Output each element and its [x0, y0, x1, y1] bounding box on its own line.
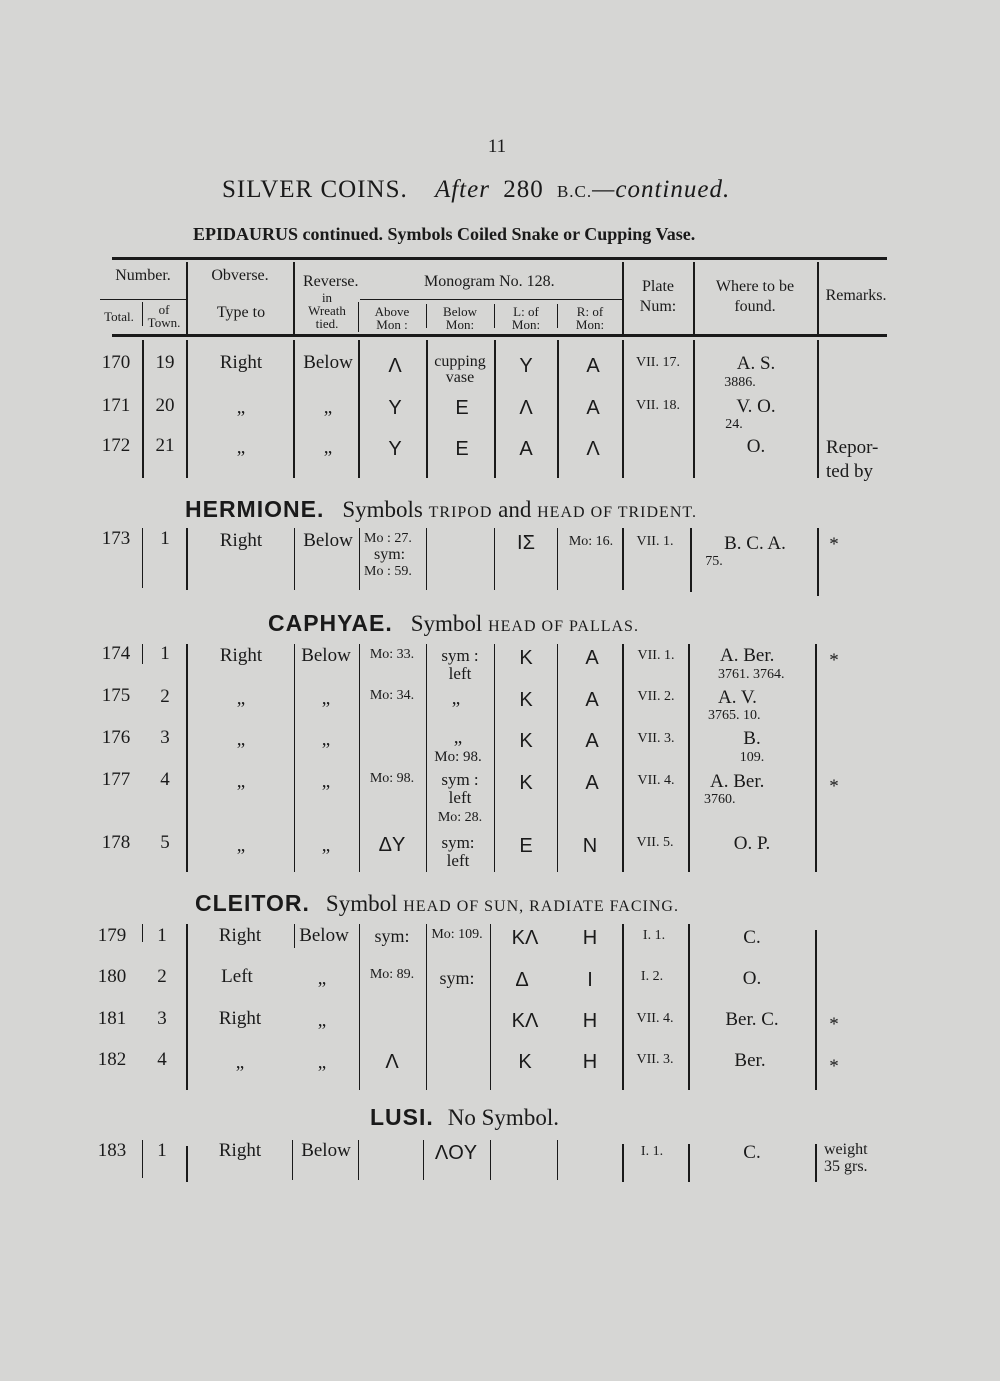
cell-text: VII. 1.	[637, 648, 675, 663]
cell-text: N	[582, 835, 598, 857]
cell-text: B.	[743, 728, 761, 749]
cell-text: VII. 3.	[637, 731, 675, 746]
cell-text: VII. 4.	[637, 773, 675, 788]
cell-text: O.	[742, 968, 762, 989]
header-obverse: Obverse.	[211, 267, 269, 284]
header-bottom-rule	[112, 334, 887, 337]
cell-text: 179	[97, 925, 127, 946]
cell-text: H	[582, 927, 598, 949]
header-divider	[817, 262, 819, 334]
column-divider	[186, 1146, 188, 1182]
cell-text: *	[829, 650, 839, 671]
cell-text: „	[321, 771, 331, 792]
column-divider	[557, 340, 559, 478]
cell-text: 21	[155, 435, 175, 456]
column-divider	[693, 340, 695, 478]
cell-text: A	[585, 730, 599, 752]
cell-text: found.	[734, 298, 776, 315]
cell-text: No Symbol.	[447, 1105, 559, 1130]
section-heading-cleitor	[195, 890, 679, 917]
cell-text: 3	[160, 727, 170, 748]
cell-text: Y	[388, 397, 402, 419]
title-main: SILVER COINS.	[222, 176, 408, 203]
column-divider	[292, 1140, 293, 1180]
cell-text: K	[518, 1051, 532, 1073]
cell-text: K	[519, 689, 533, 711]
column-divider	[294, 924, 295, 948]
cell-text: A. Ber.	[710, 771, 765, 792]
header-wreath-tied	[308, 304, 346, 330]
cell-text: Plate	[641, 278, 674, 295]
cell-text: O.	[746, 436, 766, 457]
cell-text: 24.	[725, 417, 743, 432]
cell-text: Λ	[519, 397, 533, 419]
cell-text: C.	[743, 1142, 761, 1163]
cell-text: „	[236, 729, 246, 750]
header-above-mon	[375, 305, 410, 331]
column-divider	[622, 340, 624, 478]
header-below-mon	[443, 305, 477, 331]
header-divider	[142, 302, 143, 326]
cell-text: A	[519, 438, 533, 460]
cell-text: 171	[101, 395, 131, 416]
header-subrule	[360, 299, 622, 300]
cell-text: HEAD OF PALLAS.	[488, 618, 639, 635]
column-divider	[688, 924, 690, 1090]
cell-text: Λ	[388, 355, 402, 377]
cell-text: „	[236, 771, 246, 792]
cell-text: Right	[219, 352, 263, 373]
cell-text: 5	[160, 832, 170, 853]
cell-text: 177	[101, 769, 131, 790]
column-divider	[690, 528, 692, 592]
column-divider	[142, 1140, 143, 1178]
cell-text: VII. 5.	[636, 835, 674, 850]
cell-text: Mo: 98.	[434, 749, 482, 765]
cell-text: left	[446, 851, 470, 870]
cell-text: VII. 1.	[636, 534, 674, 549]
header-reverse: Reverse.	[303, 273, 359, 290]
cell-text: V. O.	[736, 396, 776, 417]
column-divider	[294, 644, 295, 872]
cell-text: R: of	[576, 304, 604, 319]
cell-text: „	[317, 1010, 327, 1031]
cell-text: Mo: 28.	[437, 810, 483, 825]
column-divider	[358, 340, 360, 478]
cell-text: K	[519, 772, 533, 794]
cell-text: Mon:	[445, 317, 475, 332]
cell-text: VII. 18.	[636, 398, 680, 413]
column-divider	[815, 644, 817, 872]
column-divider	[359, 644, 360, 872]
header-divider	[693, 262, 695, 334]
column-divider	[359, 924, 360, 1090]
cell-text: I	[587, 969, 593, 991]
cell-text: Mo : 59.	[364, 564, 412, 579]
column-divider	[490, 924, 491, 1090]
column-divider	[622, 924, 624, 1090]
cell-text: *	[829, 1014, 839, 1035]
header-type-to: Type to	[216, 304, 266, 321]
cell-text: Town.	[147, 315, 181, 330]
cell-text: A. Ber.	[720, 645, 775, 666]
header-monogram: Monogram No. 128.	[424, 273, 555, 290]
column-divider	[294, 528, 295, 590]
cell-text: of	[158, 302, 170, 317]
cell-text: Y	[388, 438, 402, 460]
column-divider	[293, 340, 295, 478]
cell-text: Y	[519, 355, 533, 377]
column-divider	[688, 644, 690, 872]
cell-text: VII. 3.	[636, 1052, 674, 1067]
column-divider	[557, 644, 558, 872]
column-divider	[142, 644, 143, 664]
cell-text: Mo: 33.	[369, 647, 415, 662]
cell-text: KΛ	[511, 1010, 539, 1032]
cell-text: H	[582, 1010, 598, 1032]
header-divider	[186, 262, 188, 334]
cell-text: „	[236, 437, 246, 458]
header-divider	[494, 304, 495, 328]
cell-text: 178	[101, 832, 131, 853]
cell-text: Ber.	[734, 1050, 766, 1071]
cell-text: H	[582, 1051, 598, 1073]
cell-text: Below	[303, 530, 353, 551]
cell-text: Right	[218, 1008, 262, 1029]
cell-text: Symbol	[410, 611, 483, 636]
cell-text: 181	[97, 1008, 127, 1029]
cell-text: Above	[374, 304, 410, 319]
cell-text: Below	[301, 1140, 351, 1161]
cell-text: left	[448, 664, 472, 683]
cell-text: „	[236, 397, 246, 418]
column-divider	[423, 1140, 424, 1180]
column-divider	[186, 644, 188, 872]
cell-text: cupping	[434, 353, 486, 370]
cell-text: Mo: 98.	[369, 771, 415, 786]
cell-text: A. V.	[718, 687, 757, 708]
header-of-town	[148, 303, 181, 329]
section-subtitle: EPIDAURUS continued. Symbols Coiled Snake or Cupping Vase.	[193, 224, 696, 244]
column-divider	[142, 340, 144, 478]
cell-text: K	[519, 730, 533, 752]
page-number: 11	[487, 136, 507, 157]
cell-text: B. C. A.	[724, 533, 786, 554]
cell-text: „	[321, 729, 331, 750]
column-divider	[688, 1144, 690, 1182]
cell-text: ted by	[826, 461, 873, 482]
cell-text: A. S.	[736, 353, 776, 374]
cell-text: tied.	[315, 316, 339, 331]
cell-text: K	[519, 647, 533, 669]
cell-text: 170	[101, 352, 131, 373]
title-year: 280	[503, 176, 544, 203]
cell-text: „	[236, 835, 246, 856]
cell-text: ΔY	[378, 834, 406, 856]
column-divider	[426, 644, 427, 872]
cell-text: Left	[221, 966, 253, 987]
column-divider	[142, 528, 143, 588]
section-heading-hermione	[185, 496, 697, 523]
column-divider	[557, 528, 558, 590]
cell-text: HEAD OF SUN, RADIATE FACING.	[403, 898, 679, 915]
column-divider	[358, 1140, 359, 1180]
cell-text: A	[586, 397, 600, 419]
cell-text: vase	[445, 369, 475, 386]
column-divider	[557, 1140, 558, 1180]
cell-text: 3760.	[704, 792, 736, 807]
cell-text: left	[448, 788, 472, 807]
cell-text: A	[586, 355, 600, 377]
cell-text: 1	[160, 528, 170, 549]
cell-text: *	[829, 776, 839, 797]
column-divider	[494, 644, 495, 872]
cell-text: „	[317, 1052, 327, 1073]
cell-text: „	[453, 727, 463, 748]
cell-text: 2	[160, 686, 170, 707]
cell-text: 1	[160, 643, 170, 664]
cell-text: 175	[101, 685, 131, 706]
column-divider	[186, 924, 188, 1090]
cell-text: I. 1.	[640, 1144, 664, 1159]
cell-text: 182	[97, 1049, 127, 1070]
cell-text: „	[235, 1052, 245, 1073]
cell-text: „	[317, 968, 327, 989]
section-heading-caphyae	[268, 610, 639, 637]
column-divider	[817, 528, 819, 596]
column-divider	[426, 340, 428, 478]
header-divider	[426, 304, 427, 328]
cell-text: 75.	[705, 554, 723, 569]
cell-text: Δ	[515, 969, 529, 991]
cell-text: C.	[743, 927, 761, 948]
cell-text: Symbols	[342, 497, 423, 522]
cell-text: E	[455, 397, 469, 419]
column-divider	[186, 528, 188, 590]
cell-text: E	[519, 835, 533, 857]
header-remarks: Remarks.	[825, 287, 887, 304]
cell-text: VII. 4.	[636, 1011, 674, 1026]
cell-text: CLEITOR.	[195, 890, 310, 916]
cell-text: Mo: 109.	[431, 927, 483, 942]
column-divider	[622, 644, 624, 872]
cell-text: 183	[97, 1140, 127, 1161]
header-left-mon	[512, 305, 540, 331]
column-divider	[142, 924, 143, 942]
cell-text: TRIPOD	[428, 504, 493, 521]
cell-text: 109.	[739, 750, 765, 765]
cell-text: 173	[101, 528, 131, 549]
cell-text: Mo : 27.	[364, 531, 412, 546]
cell-text: sym :	[441, 646, 479, 665]
column-divider	[817, 340, 819, 478]
cell-text: I. 1.	[642, 928, 666, 943]
cell-text: Right	[218, 925, 262, 946]
header-divider	[358, 302, 359, 332]
cell-text: sym:	[441, 833, 475, 852]
cell-text: CAPHYAE.	[268, 610, 393, 636]
cell-text: A	[585, 689, 599, 711]
cell-text: and	[498, 497, 532, 522]
cell-text: Symbol	[325, 891, 398, 916]
cell-text: sym:	[439, 968, 475, 988]
cell-text: 2	[157, 966, 167, 987]
cell-text: weight	[824, 1141, 868, 1158]
cell-text: Where to be	[715, 278, 795, 295]
cell-text: 1	[157, 1140, 167, 1161]
column-divider	[494, 528, 495, 590]
cell-text: Wreath	[308, 303, 346, 318]
cell-text: LUSI.	[370, 1104, 434, 1130]
cell-text: 3886.	[724, 375, 756, 390]
cell-text: ΙΣ	[517, 532, 535, 554]
cell-text: *	[829, 534, 839, 555]
header-top-rule	[112, 257, 887, 260]
header-total: Total.	[104, 309, 134, 324]
cell-text: Right	[218, 1140, 262, 1161]
cell-text: ΛOY	[434, 1142, 478, 1164]
cell-text: L: of	[513, 304, 539, 319]
cell-text: O. P.	[733, 833, 771, 854]
cell-text: VII. 17.	[636, 355, 680, 370]
cell-text: Mo: 16.	[568, 534, 614, 549]
cell-text: Below	[443, 304, 477, 319]
cell-text: 3761. 3764.	[718, 667, 785, 682]
cell-text: Right	[219, 530, 263, 551]
cell-text: HERMIONE.	[185, 496, 325, 522]
cell-text: Repor-	[826, 437, 879, 458]
cell-text: 19	[155, 352, 175, 373]
header-where	[716, 277, 794, 317]
column-divider	[186, 340, 188, 478]
cell-text: „	[451, 688, 461, 709]
cell-text: Right	[219, 645, 263, 666]
header-in: in	[321, 290, 333, 305]
cell-text: Ber. C.	[725, 1009, 779, 1030]
cell-text: I. 2.	[640, 969, 664, 984]
cell-text: „	[321, 688, 331, 709]
column-divider	[815, 1144, 817, 1182]
title-after: After	[434, 176, 490, 203]
cell-text: Mon :	[376, 317, 408, 332]
cell-text: „	[323, 437, 333, 458]
header-divider	[622, 262, 624, 334]
cell-text: *	[829, 1056, 839, 1077]
column-divider	[490, 1140, 491, 1180]
cell-text: sym:	[374, 926, 410, 946]
cell-text: „	[321, 835, 331, 856]
cell-text: 4	[160, 769, 170, 790]
column-divider	[359, 528, 360, 590]
cell-text: Below	[299, 925, 349, 946]
cell-text: 180	[97, 966, 127, 987]
cell-text: KΛ	[511, 927, 539, 949]
cell-text: Below	[301, 645, 351, 666]
cell-text: Below	[303, 352, 353, 373]
column-divider	[494, 340, 496, 478]
column-divider	[426, 924, 427, 1090]
cell-text: Mon:	[511, 317, 541, 332]
header-plate	[640, 277, 676, 317]
section-heading-lusi	[370, 1104, 559, 1131]
cell-text: sym :	[441, 770, 479, 789]
cell-text: „	[236, 688, 246, 709]
cell-text: Mo: 34.	[369, 688, 415, 703]
header-divider	[557, 304, 558, 328]
header-right-mon	[576, 305, 604, 331]
column-divider	[426, 528, 427, 590]
cell-text: Λ	[586, 438, 600, 460]
cell-text: E	[455, 438, 469, 460]
cell-text: A	[585, 647, 599, 669]
cell-text: VII. 2.	[637, 689, 675, 704]
header-divider	[293, 262, 295, 334]
cell-text: 20	[155, 395, 175, 416]
cell-text: 176	[101, 727, 131, 748]
cell-text: Num:	[639, 298, 677, 315]
page-title	[222, 176, 730, 204]
column-divider	[622, 528, 624, 590]
cell-text: Λ	[385, 1051, 399, 1073]
column-divider	[815, 930, 817, 1090]
cell-text: HEAD OF TRIDENT.	[537, 504, 697, 521]
cell-text: 3	[157, 1008, 167, 1029]
cell-text: 172	[101, 435, 131, 456]
cell-text: Mon:	[575, 317, 605, 332]
column-divider	[622, 1144, 624, 1182]
cell-text: 3765. 10.	[708, 708, 761, 723]
cell-text: 35 grs.	[824, 1158, 868, 1175]
cell-text: 4	[157, 1049, 167, 1070]
header-subrule	[100, 299, 186, 300]
cell-text: sym:	[374, 546, 406, 563]
title-continued: —continued.	[592, 176, 731, 203]
header-number: Number.	[115, 267, 171, 284]
cell-text: 1	[157, 925, 167, 946]
title-bc: B.C.	[556, 182, 593, 201]
cell-text: Mo: 89.	[369, 967, 415, 982]
cell-text: 174	[101, 643, 131, 664]
cell-text: A	[585, 772, 599, 794]
cell-text: „	[323, 397, 333, 418]
